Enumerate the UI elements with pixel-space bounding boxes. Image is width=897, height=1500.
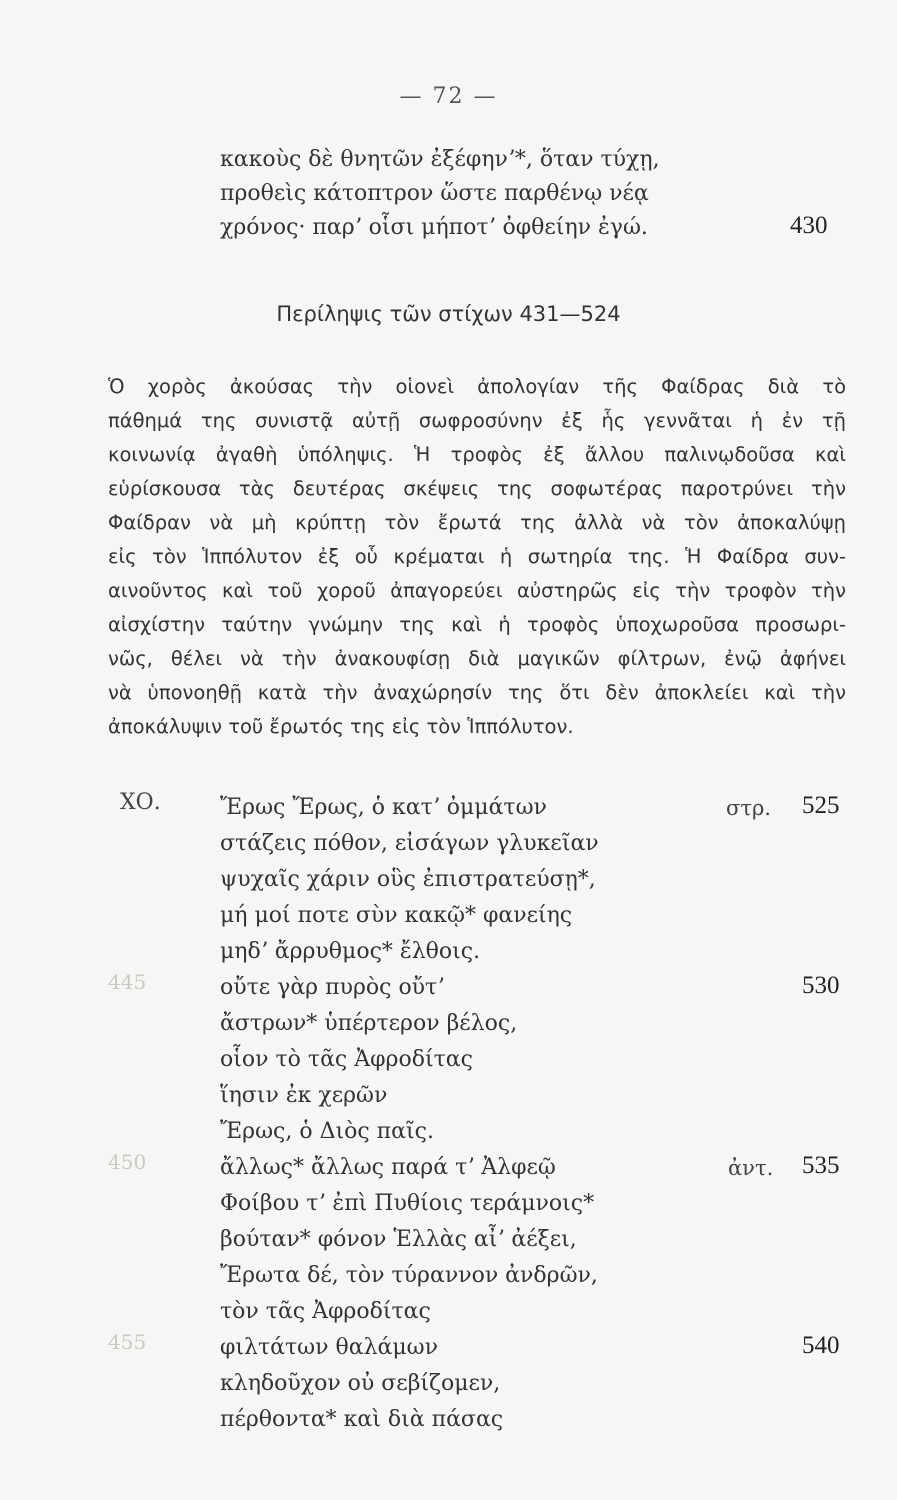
summary-line: εὑρίσκουσα τὰς δευτέρας σκέψεις της σοφωτέρας παροτρύνει τὴν <box>108 477 846 500</box>
summary-line: αἰσχίστην ταύτην γνώμην της καὶ ἡ τροφὸς ὑποχωροῦσα προσωρι- <box>108 613 846 636</box>
show-through-number: 450 <box>108 1150 147 1174</box>
verse-line: χρόνος· παρʼ οἷσι μήποτʼ ὀφθείην ἐγώ. <box>220 215 648 240</box>
verse-line: τὸν τᾶς Ἀφροδίτας <box>220 1299 431 1324</box>
section-heading: Περίληψις τῶν στίχων 431—524 <box>276 302 621 326</box>
verse-line: Ἔρως Ἔρως, ὁ κατʼ ὀμμάτων <box>220 795 547 820</box>
verse-line: μή μοί ποτε σὺν κακῷ* φανείης <box>220 903 573 928</box>
strophe-label: στρ. <box>726 796 771 820</box>
summary-line: Ὁ χορὸς ἀκούσας τὴν οἱονεὶ ἀπολογίαν τῆς Φαίδρας διὰ τὸ <box>108 375 846 398</box>
summary-paragraph <box>108 370 846 744</box>
verse-line: ἄστρων* ὑπέρτερον βέλος, <box>220 1011 518 1036</box>
line-number: 535 <box>802 1152 840 1179</box>
verse-line: Ἔρως, ὁ Διὸς παῖς. <box>220 1119 434 1144</box>
verse-line: ψυχαῖς χάριν οὓς ἐπιστρατεύσῃ*, <box>220 867 596 892</box>
summary-line: κοινωνίᾳ ἀγαθὴ ὑπόληψις. Ἡ τροφὸς ἐξ ἄλλου παλινῳδοῦσα καὶ <box>108 443 846 466</box>
verse-line: ἄλλως* ἄλλως παρά τʼ Ἀλφεῷ <box>220 1155 556 1180</box>
summary-line: εἰς τὸν Ἱππόλυτον ἐξ οὗ κρέμαται ἡ σωτηρία της. Ἡ Φαίδρα συν- <box>108 545 846 568</box>
verse-line: στάζεις πόθον, εἰσάγων γλυκεῖαν <box>220 831 599 856</box>
verse-line: φιλτάτων θαλάμων <box>220 1335 438 1360</box>
page-number: — 72 — <box>399 84 498 109</box>
verse-line: κληδοῦχον οὐ σεβίζομεν, <box>220 1371 501 1396</box>
verse-line: ἵησιν ἐκ χερῶν <box>220 1083 388 1108</box>
speaker-label: ΧΟ. <box>120 790 161 815</box>
verse-line: κακοὺς δὲ θνητῶν ἐξέφηνʼ*, ὅταν τύχῃ, <box>220 147 660 172</box>
summary-line: νὰ ὑπονοηθῇ κατὰ τὴν ἀναχώρησίν της ὅτι δὲν ἀποκλείει καὶ τὴν <box>108 681 846 704</box>
verse-line: Φοίβου τʼ ἐπὶ Πυθίοις τεράμνοις* <box>220 1191 595 1216</box>
verse-line: Ἔρωτα δέ, τὸν τύραννον ἀνδρῶν, <box>220 1263 598 1288</box>
verse-line: πέρθοντα* καὶ διὰ πάσας <box>220 1407 504 1432</box>
verse-line: οἷον τὸ τᾶς Ἀφροδίτας <box>220 1047 473 1072</box>
verse-line: οὔτε γὰρ πυρὸς οὔτʼ <box>220 975 445 1000</box>
show-through-number: 455 <box>108 1330 147 1354</box>
antistrophe-label: ἀντ. <box>728 1156 774 1180</box>
line-number: 525 <box>802 792 840 819</box>
summary-line: πάθημά της συνιστᾷ αὐτῇ σωφροσύνην ἐξ ἧς γεννᾶται ἡ ἐν τῇ <box>108 409 846 432</box>
summary-line: νῶς, θέλει νὰ τὴν ἀνακουφίσῃ διὰ μαγικῶν φίλτρων, ἐνῷ ἀφήνει <box>108 647 846 670</box>
summary-line: Φαίδραν νὰ μὴ κρύπτῃ τὸν ἔρωτά της ἀλλὰ νὰ τὸν ἀποκαλύψῃ <box>108 511 846 534</box>
verse-line: μηδʼ ἄρρυθμος* ἔλθοις. <box>220 939 481 964</box>
verse-line: βούταν* φόνον Ἑλλὰς αἶʼ ἀέξει, <box>220 1227 577 1252</box>
summary-line: ἀποκάλυψιν τοῦ ἔρωτός της εἰς τὸν Ἱππόλυτον. <box>108 715 574 738</box>
line-number: 530 <box>802 972 840 999</box>
verse-line: προθεὶς κάτοπτρον ὥστε παρθένῳ νέᾳ <box>220 181 649 206</box>
show-through-number: 445 <box>108 970 147 994</box>
line-number: 430 <box>790 212 828 239</box>
line-number: 540 <box>802 1332 840 1359</box>
summary-line: αινοῦντος καὶ τοῦ χοροῦ ἀπαγορεύει αὐστηρῶς εἰς τὴν τροφὸν τὴν <box>108 579 846 602</box>
